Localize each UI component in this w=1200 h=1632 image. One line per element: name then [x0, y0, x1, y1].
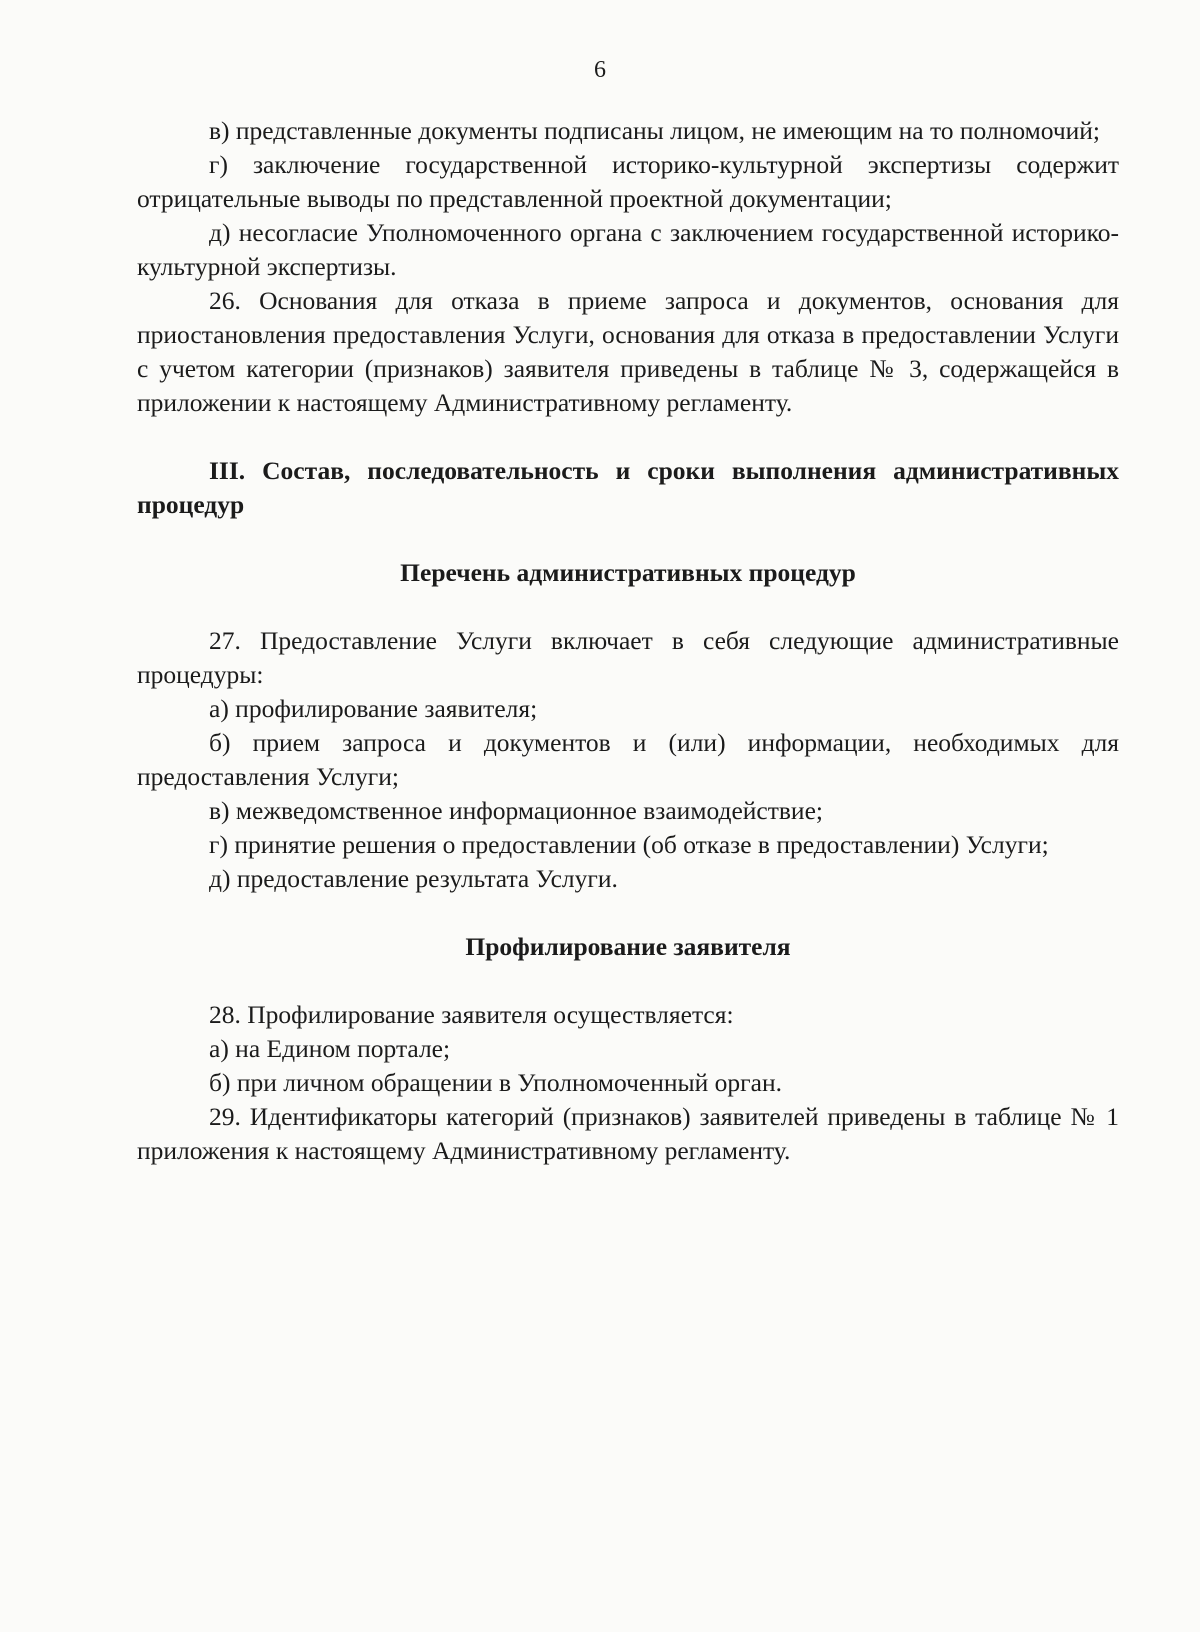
section-heading-iii: III. Состав, последовательность и сроки выполнения административных процедур [137, 456, 1119, 519]
document-body [137, 114, 1119, 1168]
paragraph-26-grounds-for-refusal: 26. Основания для отказа в приеме запроса и документов, основания для приостановления предоставления Услуги, основания для отказа в предоставлении Услуги с учетом категории (признаков) заявителя приведены в таблице № 3, содержащейся в приложении к настоящему Административному регламенту. [137, 286, 1119, 417]
list-item-b-personal-visit: б) при личном обращении в Уполномоченный орган. [209, 1068, 782, 1097]
list-item-a-profiling: а) профилирование заявителя; [209, 694, 538, 723]
subheading-procedures-list: Перечень административных процедур [400, 558, 856, 587]
spacer [137, 522, 1119, 556]
list-item-b-request-intake: б) прием запроса и документов и (или) информации, необходимых для предоставления Услуги; [137, 728, 1119, 791]
paragraph-28-profiling: 28. Профилирование заявителя осуществляется: [209, 1000, 734, 1029]
subheading-applicant-profiling: Профилирование заявителя [465, 932, 791, 961]
list-item-a-unified-portal: а) на Едином портале; [209, 1034, 451, 1063]
spacer [137, 964, 1119, 998]
list-item-v-interagency: в) межведомственное информационное взаимодействие; [209, 796, 823, 825]
paragraph-29-identifiers: 29. Идентификаторы категорий (признаков) заявителей приведены в таблице № 1 приложения к настоящему Административному регламенту. [137, 1102, 1119, 1165]
paragraph-g-negative-expertise: г) заключение государственной историко-культурной экспертизы содержит отрицательные выводы по представленной проектной документации; [137, 150, 1119, 213]
page-number: 6 [594, 57, 606, 83]
list-item-g-decision: г) принятие решения о предоставлении (об отказе в предоставлении) Услуги; [209, 830, 1049, 859]
paragraph-27-service-includes: 27. Предоставление Услуги включает в себя следующие административные процедуры: [137, 626, 1119, 689]
spacer [137, 420, 1119, 454]
list-item-d-result: д) предоставление результата Услуги. [209, 864, 618, 893]
spacer [137, 896, 1119, 930]
spacer [137, 590, 1119, 624]
paragraph-d-disagreement: д) несогласие Уполномоченного органа с заключением государственной историко-культурной экспертизы. [137, 218, 1119, 281]
paragraph-v-unauthorized-signer: в) представленные документы подписаны лицом, не имеющим на то полномочий; [209, 116, 1101, 145]
